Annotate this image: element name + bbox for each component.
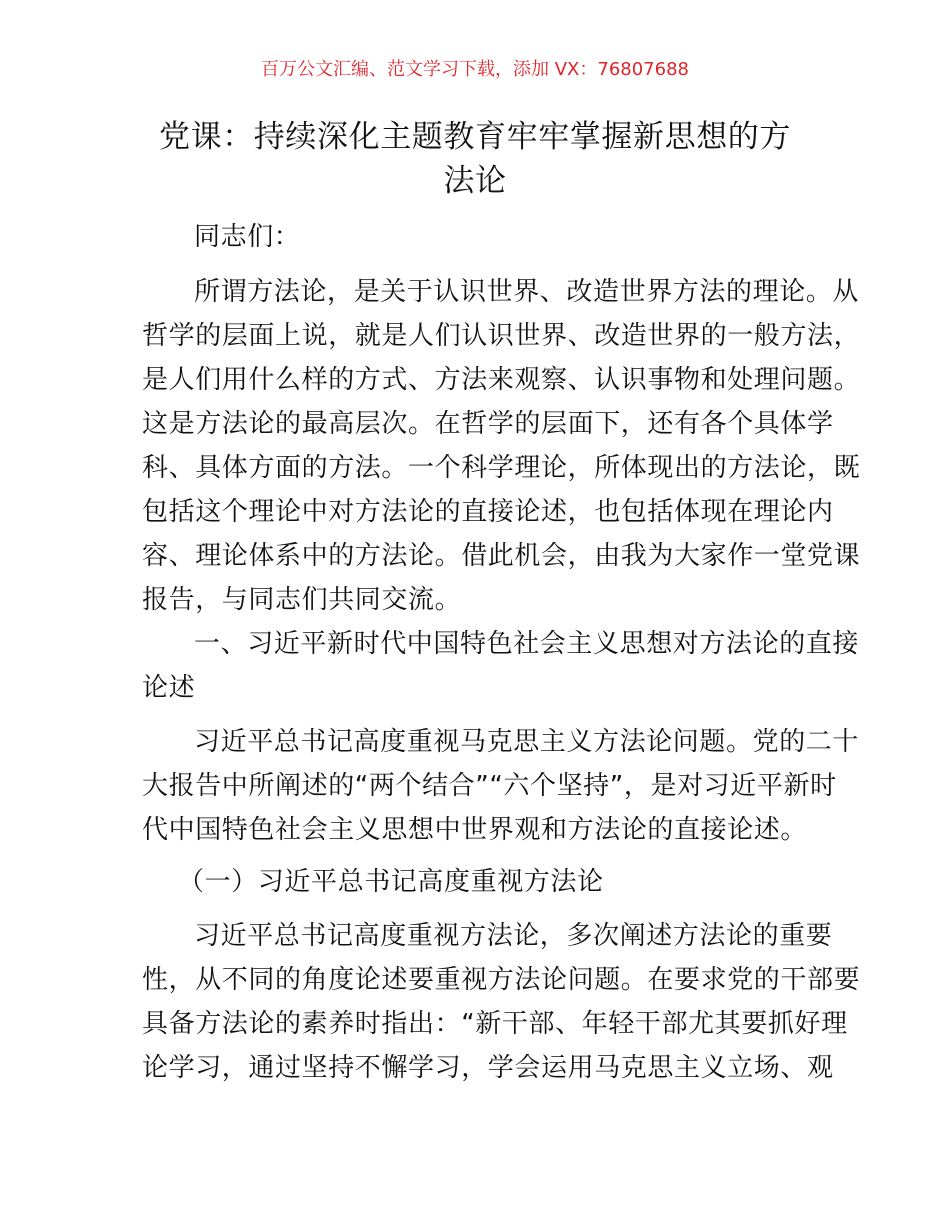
text-line: 一、习近平新时代中国特色社会主义思想对方法论的直接	[194, 629, 860, 659]
section-heading-1	[142, 622, 860, 710]
text-line: 包括这个理论中对方法论的直接论述，也包括体现在理论内	[142, 497, 834, 527]
paragraph-1	[142, 270, 861, 622]
text-line: 论述	[142, 673, 196, 703]
paragraph-3	[142, 914, 861, 1090]
watermark-header: 百万公文汇编、范文学习下载，添加 VX：76807688	[261, 59, 689, 80]
text-line: 是人们用什么样的方式、方法来观察、认识事物和处理问题。	[142, 365, 861, 395]
text-line: 习近平总书记高度重视马克思主义方法论问题。党的二十	[194, 727, 860, 757]
text-line: 性，从不同的角度论述要重视方法论问题。在要求党的干部要	[142, 965, 861, 995]
text-line: （一）习近平总书记高度重视方法论	[178, 867, 604, 897]
salutation	[142, 215, 812, 259]
subsection-heading-1	[142, 860, 812, 904]
text-line: 这是方法论的最高层次。在哲学的层面下，还有各个具体学	[142, 409, 834, 439]
title-line: 党课：持续深化主题教育牢牢掌握新思想的方	[159, 119, 791, 155]
text-line: 哲学的层面上说，就是人们认识世界、改造世界的一般方法，	[142, 321, 861, 351]
text-line: 所谓方法论，是关于认识世界、改造世界方法的理论。从	[194, 277, 860, 307]
text-line: 代中国特色社会主义思想中世界观和方法论的直接论述。	[142, 815, 808, 845]
text-line: 大报告中所阐述的“两个结合”“六个坚持”，是对习近平新时	[142, 771, 837, 801]
title-line: 法论	[443, 163, 507, 199]
document-title	[120, 115, 830, 203]
text-line: 报告，与同志们共同交流。	[142, 585, 462, 615]
paragraph-2	[142, 720, 860, 852]
text-line: 科、具体方面的方法。一个科学理论，所体现出的方法论，既	[142, 453, 861, 483]
text-line: 容、理论体系中的方法论。借此机会，由我为大家作一堂党课	[142, 541, 861, 571]
text-line: 论学习，通过坚持不懈学习，学会运用马克思主义立场、观	[142, 1053, 834, 1083]
salutation-text: 同志们：	[194, 222, 301, 252]
text-line: 具备方法论的素养时指出：“新干部、年轻干部尤其要抓好理	[142, 1009, 848, 1039]
text-line: 习近平总书记高度重视方法论，多次阐述方法论的重要	[194, 921, 833, 951]
